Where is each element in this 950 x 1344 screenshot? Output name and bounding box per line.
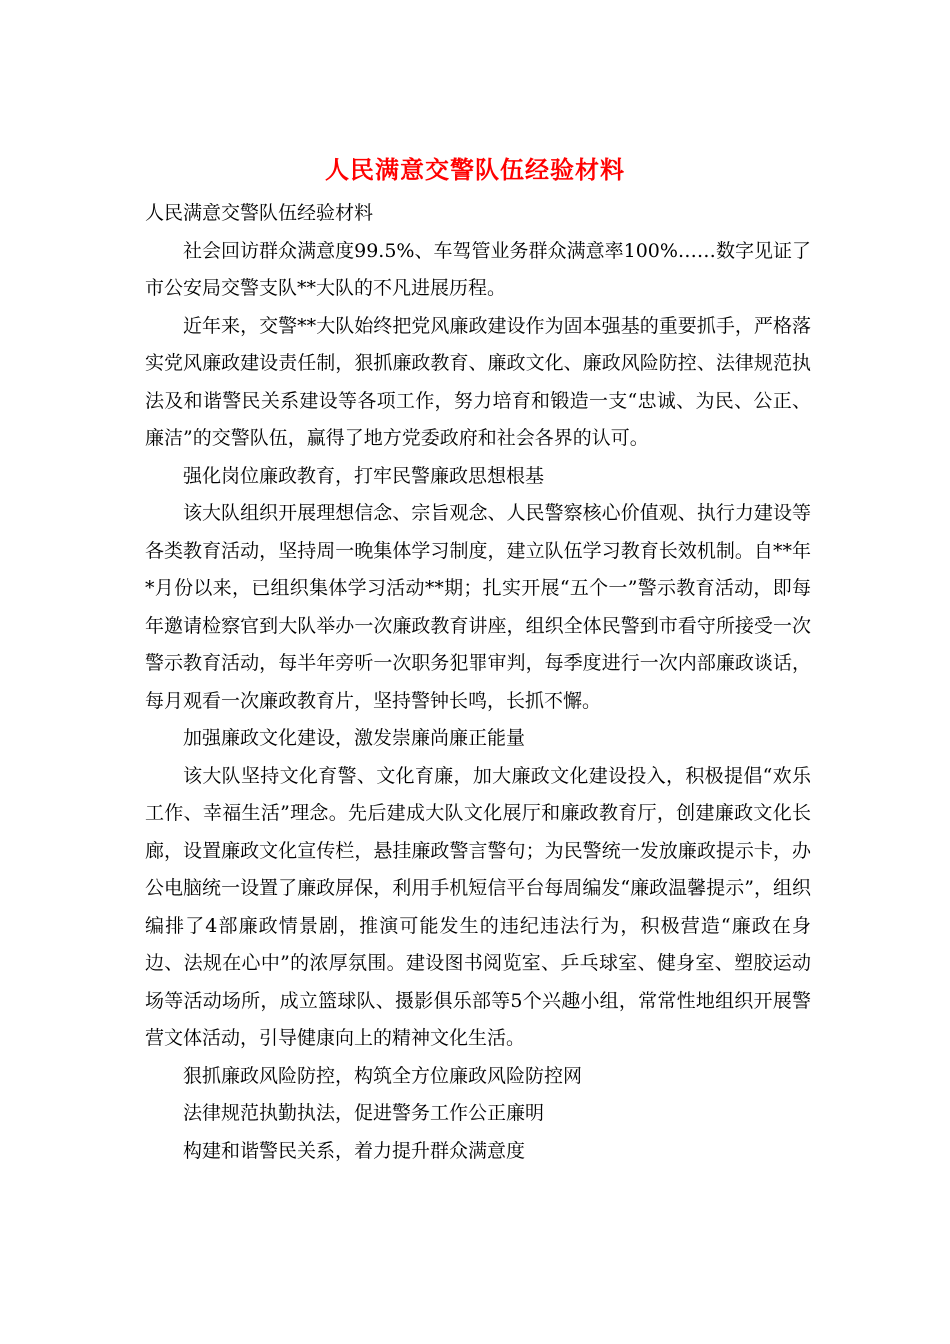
section-heading-education: 强化岗位廉政教育，打牢民警廉政思想根基 xyxy=(183,464,545,487)
paragraph-intro: 社会回访群众满意度99.5%、车驾管业务群众满意率100%……数字见证了市公安局交警支队**大队的不凡进展历程。 xyxy=(145,239,811,299)
section-heading-risk-control: 狠抓廉政风险防控，构筑全方位廉政风险防控网 xyxy=(183,1064,583,1087)
document-title: 人民满意交警队伍经验材料 xyxy=(325,155,625,184)
document-body xyxy=(145,195,811,1170)
section-heading-law-enforcement: 法律规范执勤执法，促进警务工作公正廉明 xyxy=(183,1102,545,1124)
paragraph-overview: 近年来，交警**大队始终把党风廉政建设作为固本强基的重要抓手，严格落实党风廉政建设责任制，狠抓廉政教育、廉政文化、廉政风险防控、法律规范执法及和谐警民关系建设等各项工作，努力培育和锻造一支“忠诚、为民、公正、廉洁”的交警队伍，赢得了地方党委政府和社会各界的认可。 xyxy=(145,314,811,449)
section-heading-culture: 加强廉政文化建设，激发崇廉尚廉正能量 xyxy=(183,727,526,749)
paragraph-education: 该大队组织开展理想信念、宗旨观念、人民警察核心价值观、执行力建设等各类教育活动，坚持周一晚集体学习制度，建立队伍学习教育长效机制。自**年*月份以来，已组织集体学习活动**期；扎实开展“五个一”警示教育活动，即每年邀请检察官到大队举办一次廉政教育讲座，组织全体民警到市看守所接受一次警示教育活动，每半年旁听一次职务犯罪审判，每季度进行一次内部廉政谈话，每月观看一次廉政教育片，坚持警钟长鸣，长抓不懈。 xyxy=(145,502,811,712)
section-heading-police-relations: 构建和谐警民关系，着力提升群众满意度 xyxy=(183,1139,526,1162)
document-subtitle: 人民满意交警队伍经验材料 xyxy=(145,202,374,224)
paragraph-culture: 该大队坚持文化育警、文化育廉，加大廉政文化建设投入，积极提倡“欢乐工作、幸福生活”理念。先后建成大队文化展厅和廉政教育厅，创建廉政文化长廊，设置廉政文化宣传栏，悬挂廉政警言警句；为民警统一发放廉政提示卡，办公电脑统一设置了廉政屏保，利用手机短信平台每周编发“廉政温馨提示”，组织编排了4部廉政情景剧，推演可能发生的违纪违法行为，积极营造“廉政在身边、法规在心中”的浓厚氛围。建设图书阅览室、乒乓球室、健身室、塑胶运动场等活动场所，成立篮球队、摄影俱乐部等5个兴趣小组，常常性地组织开展警营文体活动，引导健康向上的精神文化生活。 xyxy=(145,764,811,1049)
